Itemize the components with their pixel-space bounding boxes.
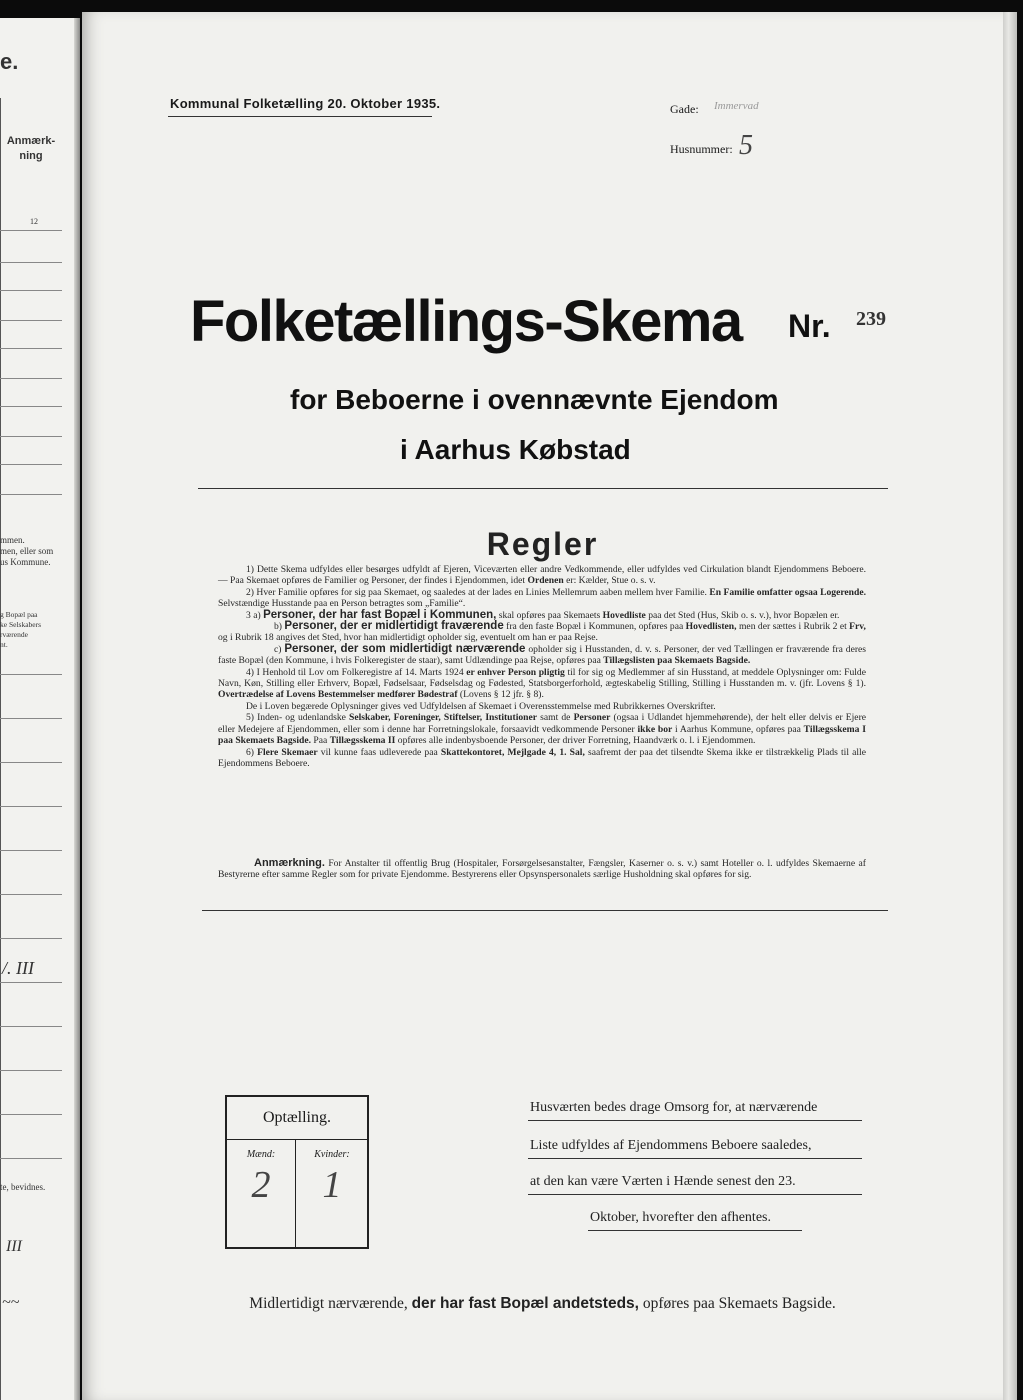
left-rule <box>0 320 62 321</box>
left-handwritten-mark: III <box>6 1238 22 1255</box>
census-form-page <box>82 12 1003 1400</box>
tally-box <box>225 1095 369 1249</box>
rules-heading: Regler <box>486 526 599 562</box>
rule-4-extra: De i Loven begærede Oplysninger gives ved Udfyldelsen af Skemaet i Overensstemmelse med Rubrikkernes Overskrifter. <box>246 700 716 712</box>
left-column-number: 12 <box>30 217 38 226</box>
form-title: Folketællings-Skema <box>190 289 742 354</box>
notice-line: Husværten bedes drage Omsorg for, at nærværende <box>530 1100 818 1115</box>
tally-men-value: 2 <box>251 1164 271 1206</box>
page-fold-shadow <box>74 18 80 1400</box>
left-fragment: mmen. <box>0 535 25 545</box>
left-rule <box>0 378 62 379</box>
census-label: Kommunal Folketælling 20. Oktober 1935. <box>170 96 441 111</box>
form-subtitle-location: i Aarhus Købstad <box>400 434 631 465</box>
tally-men-label: Mænd: <box>246 1149 276 1160</box>
house-number-value: 5 <box>739 130 753 161</box>
house-number-label: Husnummer: <box>670 142 733 156</box>
rule-3b: b) Personer, der er midlertidigt fraværende fra den faste Bopæl i Kommunen, opføres paa Hovedlisten, men der sættes i Rubrik 2 et Frv, og i Rubrik 18 angives det Sted, hvor han midlertidigt opholder sig, eventuelt om han er paa Rejse. <box>218 620 866 644</box>
left-rule <box>0 1026 62 1027</box>
left-header-fragment: e. <box>0 49 19 74</box>
left-fragment: ke Selskabers <box>0 620 42 629</box>
left-fragment: us Kommune. <box>0 557 51 567</box>
previous-page-strip <box>0 18 80 1400</box>
remark-section <box>218 858 866 881</box>
rule-3a: 3 a) Personer, der har fast Bopæl i Kommunen, skal opføres paa Skemaets Hovedliste paa det Sted (Hus, Skib o. s. v.), hvor Bopælen er. <box>246 608 840 621</box>
rule-5: 5) Inden- og udenlandske Selskaber, Foreninger, Stiftelser, Institutioner samt de Personer (ogsaa i Udlandet hjemmehørende), der helt eller delvis er Ejere eller Medejere af Ejendommen, eller som i denne har Forretningslokale, forsaavidt vedkommende Personer ikke bor i Aarhus Kommune, opføres paa Tillægsskema I paa Skemaets Bagside. Paa Tillægsskema II opføres alle indenbysboende Personer, der driver Forretning, Haandværk o. l. i Ejendommen. <box>218 712 867 747</box>
left-fragment: g Bopæl paa <box>0 610 38 619</box>
notice-underline <box>528 1158 862 1159</box>
left-rule <box>0 718 62 719</box>
left-column-line <box>0 98 1 1400</box>
left-rule <box>0 348 62 349</box>
left-fragment: te, bevidnes. <box>0 1182 46 1192</box>
left-rule <box>0 262 62 263</box>
rule-4: 4) I Henhold til Lov om Folkeregistre af 14. Marts 1924 er enhver Person pligtig til for sig og Medlemmer af sin Husstand, at meddele Oplysninger om: Fulde Navn, Køn, Stilling eller Erhverv, Bopæl, Fødselsaar, Fødselsdag og Fødested, Statsborgerforhold, ægteskabelig Stilling, Stilling i Husstanden m. v. (jfr. Lovens § 1). Overtrædelse af Lovens Bestemmelser medfører Bødestraf (Lovens § 12 jfr. § 8). <box>218 666 866 701</box>
census-label-underline <box>168 116 432 117</box>
left-rule <box>0 1114 62 1115</box>
form-number-value: 239 <box>856 308 886 330</box>
rule-2: 2) Hver Familie opføres for sig paa Skemaet, og saaledes at der lades en Linies Mellemrum aaben mellem hver Familie. En Familie omfatter ogsaa Logerende. Selvstændige Husstande paa en Person betragtes som „Familie“. <box>218 586 866 610</box>
rule-3c: c) Personer, der som midlertidigt nærværende opholder sig i Husstanden, d. v. s. Personer, der ved Tællingen er fraværende fra deres faste Bopæl (den Kommune, i hvis Folkeregister de staar), samt Udlændinge paa Rejse, opføres paa Tillægslisten paa Skemaets Bagside. <box>218 642 867 667</box>
left-rule <box>0 436 62 437</box>
left-rule <box>0 406 62 407</box>
left-rule <box>0 290 62 291</box>
left-fragment: rværende <box>0 630 28 639</box>
remark-label: Anmærkning. <box>254 857 325 869</box>
left-rule <box>0 806 62 807</box>
street-label: Gade: <box>670 102 699 116</box>
notice-underline <box>588 1230 802 1231</box>
notice-line: Liste udfyldes af Ejendommens Beboere saaledes, <box>530 1138 812 1153</box>
tally-header-rule <box>227 1139 367 1140</box>
left-rule <box>0 982 62 983</box>
left-fragment: men, eller som <box>0 546 54 556</box>
left-handwritten-mark: /. III <box>2 958 34 978</box>
page-right-edge <box>1003 12 1017 1400</box>
left-rule <box>0 938 62 939</box>
left-rule <box>0 894 62 895</box>
tally-column-divider <box>295 1139 296 1247</box>
lower-divider <box>202 910 888 911</box>
form-subtitle: for Beboerne i ovennævnte Ejendom <box>290 384 779 415</box>
tally-women-label: Kvinder: <box>314 1149 350 1160</box>
notice-line: at den kan være Værten i Hænde senest den 23. <box>530 1174 796 1189</box>
notice-line: Oktober, hvorefter den afhentes. <box>590 1210 771 1225</box>
left-rule <box>0 230 62 231</box>
street-value: Immervad <box>714 100 759 112</box>
left-column-header: Anmærk- ning <box>6 135 56 162</box>
left-rule <box>0 1158 62 1159</box>
rule-1: 1) Dette Skema udfyldes eller besørges udfyldt af Ejeren, Viceværten eller andre Vedkommende, eller udfyldes ved Cirkulation blandt Ejendommens Beboere. — Paa Skemaet opføres de Familier og Personer, der findes i Ejendommen, idet Ordenen er: Kælder, Stue o. s. v. <box>218 564 866 587</box>
left-fragment: nt. <box>0 640 8 649</box>
left-rule <box>0 464 62 465</box>
left-rule <box>0 494 62 495</box>
form-number-label: Nr. <box>788 308 831 344</box>
left-rule <box>0 1070 62 1071</box>
left-rule <box>0 850 62 851</box>
tally-women-value: 1 <box>322 1164 342 1206</box>
tally-title: Optælling. <box>262 1109 331 1126</box>
rules-body <box>218 564 866 769</box>
footer-note: Midlertidigt nærværende, der har fast Bopæl andetsteds, opføres paa Skemaets Bagside. <box>249 1295 836 1312</box>
remark-text: For Anstalter til offentlig Brug (Hospitaler, Forsørgelsesanstalter, Fængsler, Kaserner o. s. v.) samt Hoteller o. l. udfyldes Skemaerne af Bestyrerne efter samme Regler som for private Ejendomme. Bestyrerens eller Opsynspersonalets særlige Husholdning skal opføres for sig. <box>218 858 866 881</box>
rule-6: 6) Flere Skemaer vil kunne faas udleverede paa Skattekontoret, Mejlgade 4, 1. Sal, saafremt der paa det tilsendte Skema ikke er tilstrækkelig Plads til alle Ejendommens Beboere. <box>218 746 866 769</box>
left-signature: ~~ <box>2 1294 20 1311</box>
title-divider <box>198 488 888 489</box>
notice-underline <box>528 1194 862 1195</box>
left-rule <box>0 674 62 675</box>
notice-underline <box>528 1120 862 1121</box>
left-rule <box>0 762 62 763</box>
